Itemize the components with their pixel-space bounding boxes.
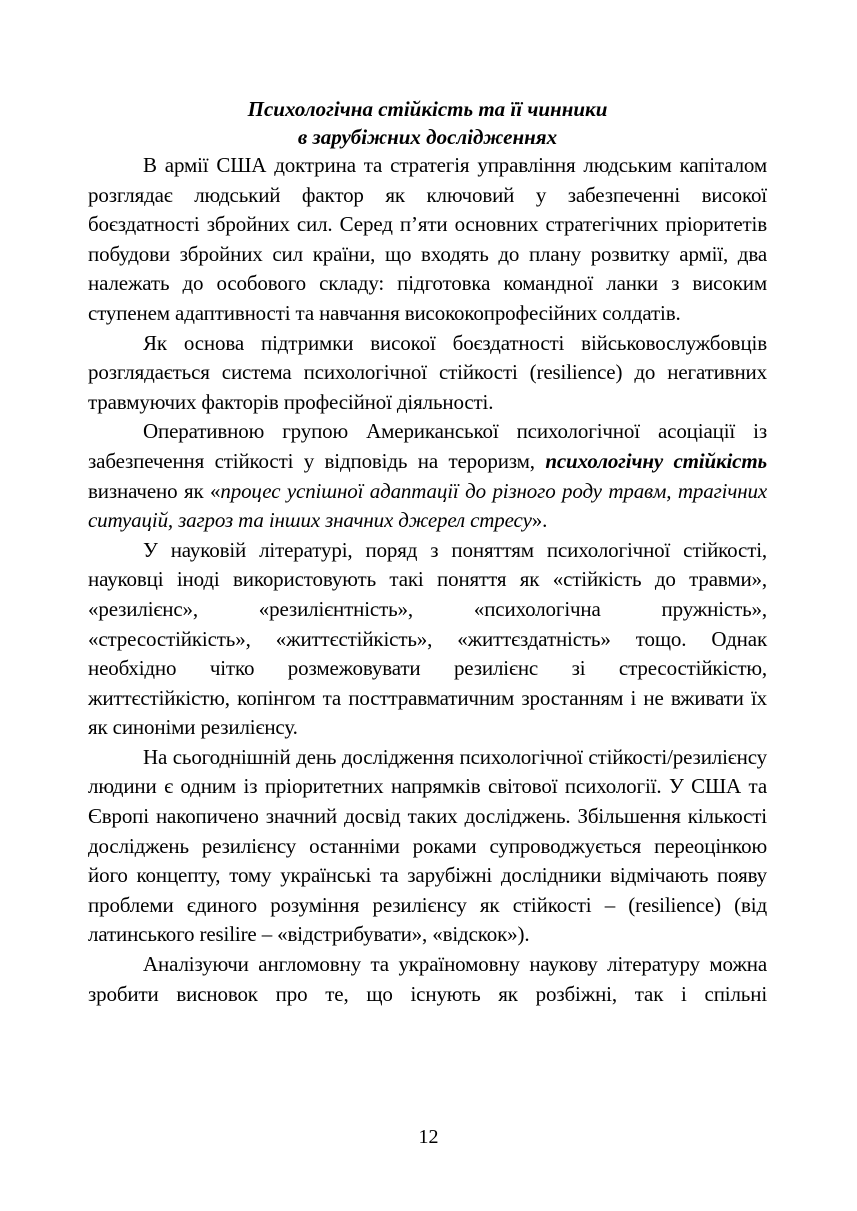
section-title: [88, 95, 767, 151]
section-title-line-1: Психологічна стійкість та її чинники: [247, 97, 608, 121]
paragraph-3-definition: процес успішної адаптації до різного роду травм, трагічних ситуацій, загроз та інших значних джерел стресу: [88, 478, 767, 533]
paragraph-1: В армії США доктрина та стратегія управління людським капіталом розглядає людський фактор як ключовий у забезпеченні високої боєздатності збройних сил. Серед п’яти основних стратегічних пріоритетів побудови збройних сил країни, що входять до плану розвитку армії, два належать до особового складу: підготовка командної ланки з високим ступенем адаптивності та навчання висококопрофесійних солдатів.: [88, 153, 767, 325]
paragraph-3-middle: визначено як «: [88, 478, 221, 503]
paragraph-3-intro: Оперативною групою Американської психологічної асоціації із забезпечення стійкості у відповідь на тероризм,: [88, 419, 767, 473]
document-page: [88, 95, 767, 1009]
paragraph-6: Аналізуючи англомовну та україномовну наукову літературу можна зробити висновок про те, що існують як розбіжні, так і спільні: [88, 952, 767, 1006]
paragraph-5: На сьогоднішній день дослідження психологічної стійкості/резилієнсу людини є одним із пріоритетних напрямків світової психології. У США та Європі накопичено значний досвід таких досліджень. Збільшення кількості досліджень резилієнсу останніми роками супроводжується переоцінкою його концепту, тому українські та зарубіжні дослідники відмічають появу проблеми єдиного розуміння резилієнсу як стійкості – (resilience) (від латинського resilire – «відстрибувати», «відскок»).: [88, 744, 767, 947]
section-title-line-2: в зарубіжних дослідженнях: [297, 125, 558, 149]
paragraph-2: Як основа підтримки високої боєздатності військовослужбовців розглядається система психологічної стійкості (resilience) до негативних травмуючих факторів професійної діяльності.: [88, 330, 767, 414]
page-number: 12: [418, 1126, 439, 1148]
paragraph-3-term: психологічну стійкість: [545, 448, 767, 473]
paragraph-4: У науковій літературі, поряд з поняттям психологічної стійкості, науковці іноді використовують такі поняття як «стійкість до травми», «резилієнс», «резилієнтність», «психологічна пружність», «стресостійкість», «життєстійкість», «життєздатність» тощо. Однак необхідно чітко розмежовувати резилієнс зі стресостійкістю, життєстійкістю, копінгом та посттравматичним зростанням і не вживати їх як синоніми резилієнсу.: [88, 537, 767, 740]
paragraph-3-end: ».: [531, 508, 548, 533]
paragraph-3: [88, 417, 767, 535]
